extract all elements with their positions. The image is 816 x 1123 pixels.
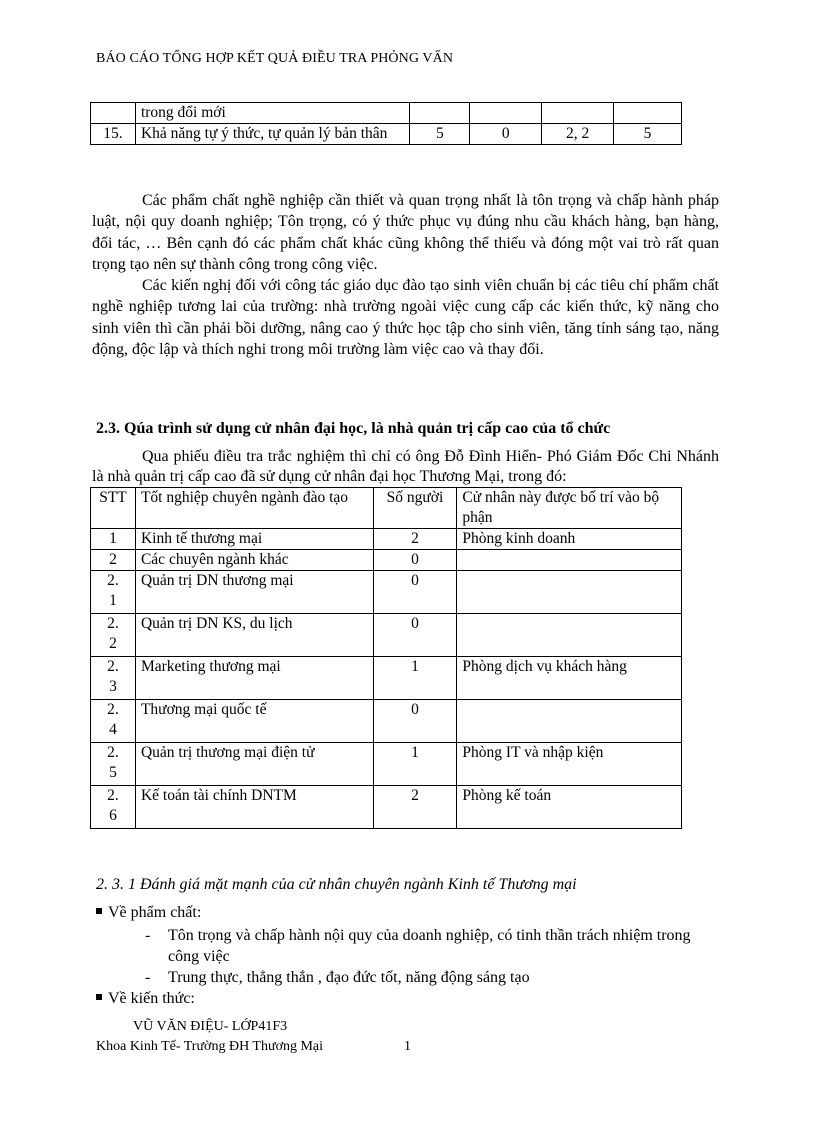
dept-cell: Phòng IT và nhập kiện: [457, 743, 682, 786]
dept-cell: [457, 550, 682, 571]
value-cell: 5: [410, 124, 470, 145]
criteria-cell: Khả năng tự ý thức, tự quản lý bản thân: [135, 124, 409, 145]
table-row: [91, 657, 682, 700]
square-bullet-icon: [96, 908, 102, 914]
section-title: 2.3. Qúa trình sử dụng cử nhân đại học, là nhà quản trị cấp cao của tổ chức: [96, 420, 611, 437]
header-count: Số người: [373, 488, 457, 529]
paragraph-recommendations: Các kiến nghị đối với công tác giáo dục đào tạo sinh viên chuẩn bị các tiêu chí phẩm chất nghề nghiệp tương lai của trường: nhà trường ngoài việc cung cấp các kiến thức, kỹ năng cho sinh viên thì cần phải bồi dưỡng, nâng cao ý thức học tập cho sinh viên, tăng tính sáng tạo, năng động, độc lập và thích nghi trong môi trường làm việc cao và thay đổi.: [92, 277, 719, 358]
table-row: [91, 103, 682, 124]
count-cell: 1: [373, 657, 457, 700]
stt-cell: 2. 2: [91, 614, 136, 657]
major-cell: Quản trị DN thương mại: [135, 571, 373, 614]
page-number: 1: [404, 1039, 411, 1054]
bullet-qualities: Về phẩm chất:: [96, 904, 201, 922]
footer-author: VŨ VĂN ĐIỆU- LỚP41F3: [133, 1019, 288, 1034]
count-cell: 0: [373, 614, 457, 657]
value-cell: 5: [614, 124, 682, 145]
header-dept: Cử nhân này được bố trí vào bộ phận: [457, 488, 682, 529]
major-cell: Marketing thương mại: [135, 657, 373, 700]
major-cell: Kinh tế thương mại: [135, 529, 373, 550]
dept-cell: Phòng dịch vụ khách hàng: [457, 657, 682, 700]
table-row: [91, 550, 682, 571]
page-header: BÁO CÁO TỔNG HỢP KẾT QUẢ ĐIỀU TRA PHỎNG VẤN: [96, 51, 454, 66]
subsection-title: 2. 3. 1 Đánh giá mặt mạnh của cử nhân chuyên ngành Kinh tế Thương mại: [96, 876, 577, 893]
criteria-table-continuation: [90, 102, 682, 145]
dept-cell: Phòng kinh doanh: [457, 529, 682, 550]
stt-cell: 2: [91, 550, 136, 571]
square-bullet-icon: [96, 994, 102, 1000]
count-cell: 0: [373, 550, 457, 571]
value-cell: 2, 2: [542, 124, 614, 145]
stt-cell: [91, 103, 136, 124]
table-header-row: [91, 488, 682, 529]
graduate-usage-table: [90, 487, 682, 829]
major-cell: Kế toán tài chính DNTM: [135, 786, 373, 829]
criteria-cell: trong đổi mới: [135, 103, 409, 124]
table-row: [91, 529, 682, 550]
major-cell: Thương mại quốc tế: [135, 700, 373, 743]
stt-cell: 2. 1: [91, 571, 136, 614]
table-row: [91, 571, 682, 614]
value-cell: 0: [470, 124, 542, 145]
stt-cell: 2. 6: [91, 786, 136, 829]
count-cell: 1: [373, 743, 457, 786]
bullet-knowledge: Về kiến thức:: [96, 990, 195, 1008]
count-cell: 0: [373, 571, 457, 614]
section-intro: Qua phiếu điều tra trắc nghiệm thì chỉ có ông Đỗ Đình Hiển- Phó Giám Đốc Chi Nhánh là nhà quản trị cấp cao đã sử dụng cử nhân đại học Thương Mại, trong đó:: [92, 448, 719, 485]
dept-cell: [457, 571, 682, 614]
table-row: [91, 786, 682, 829]
stt-cell: 1: [91, 529, 136, 550]
dept-cell: [457, 700, 682, 743]
dash-item-respect: - Tôn trọng và chấp hành nội quy của doanh nghiệp, có tinh thần trách nhiệm trong công việc: [145, 927, 691, 965]
count-cell: 0: [373, 700, 457, 743]
table-row: [91, 700, 682, 743]
table-row: [91, 743, 682, 786]
stt-cell: 2. 4: [91, 700, 136, 743]
stt-cell: 2. 3: [91, 657, 136, 700]
dash-item-honesty: - Trung thực, thẳng thắn , đạo đức tốt, năng động sáng tạo: [145, 969, 530, 986]
major-cell: Các chuyên ngành khác: [135, 550, 373, 571]
header-stt: STT: [91, 488, 136, 529]
count-cell: 2: [373, 786, 457, 829]
stt-cell: 2. 5: [91, 743, 136, 786]
count-cell: 2: [373, 529, 457, 550]
dept-cell: Phòng kế toán: [457, 786, 682, 829]
dept-cell: [457, 614, 682, 657]
major-cell: Quản trị DN KS, du lịch: [135, 614, 373, 657]
table-row: [91, 614, 682, 657]
major-cell: Quản trị thương mại điện tử: [135, 743, 373, 786]
footer-department: Khoa Kinh Tế- Trường ĐH Thương Mại: [96, 1039, 324, 1054]
header-major: Tốt nghiệp chuyên ngành đào tạo: [135, 488, 373, 529]
paragraph-qualities: Các phẩm chất nghề nghiệp cần thiết và quan trọng nhất là tôn trọng và chấp hành pháp luật, nội quy doanh nghiệp; Tôn trọng, có ý thức phục vụ đúng nhu cầu khách hàng, bạn hàng, đối tác, … Bên cạnh đó các phẩm chất khác cũng không thể thiếu và đóng một vai trò rất quan trọng tạo nên sự thành công trong công việc.: [92, 192, 719, 273]
table-row: [91, 124, 682, 145]
stt-cell: 15.: [91, 124, 136, 145]
